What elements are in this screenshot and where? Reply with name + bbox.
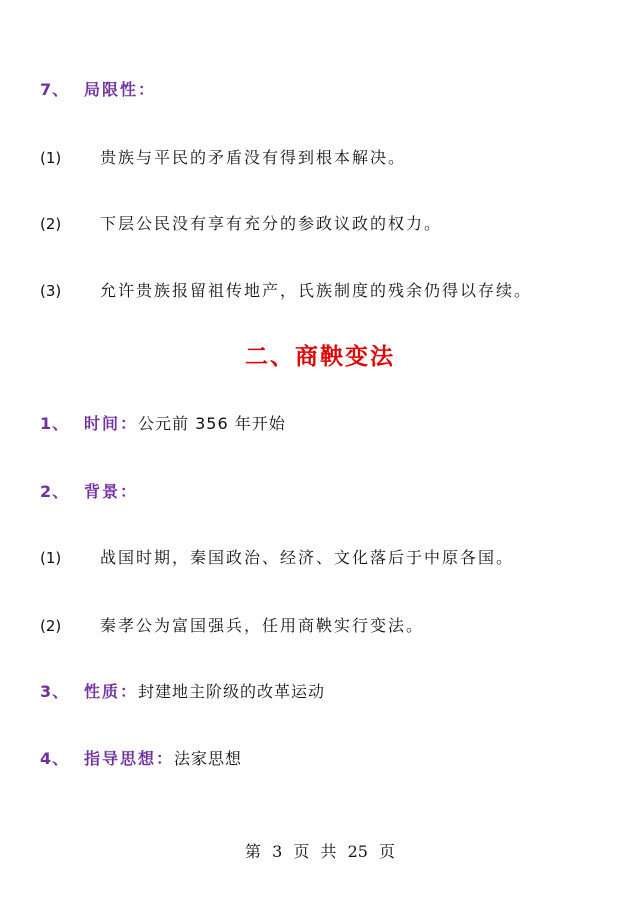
list-item-text: 秦孝公为富国强兵，任用商鞅实行变法。 bbox=[100, 616, 425, 635]
heading-number: 4、 bbox=[40, 749, 70, 768]
heading-label: 局限性： bbox=[84, 80, 157, 99]
heading-value: 法家思想 bbox=[174, 749, 243, 768]
list-item-text: 允许贵族报留祖传地产，氏族制度的残余仍得以存续。 bbox=[100, 281, 533, 300]
footer-middle-2: 共 bbox=[320, 842, 337, 861]
page-footer bbox=[0, 840, 640, 864]
footer-page-number: 3 bbox=[272, 842, 283, 861]
list-item-number: (2) bbox=[40, 215, 62, 233]
heading-label: 背景： bbox=[84, 482, 139, 501]
heading-label: 性质： bbox=[84, 682, 139, 701]
heading-label: 时间： bbox=[84, 414, 139, 433]
list-item-number: (3) bbox=[40, 282, 62, 300]
list-item-text: 贵族与平民的矛盾没有得到根本解决。 bbox=[100, 148, 407, 167]
heading-number: 2、 bbox=[40, 482, 70, 501]
heading-number: 3、 bbox=[40, 682, 70, 701]
heading-label-row bbox=[84, 679, 325, 705]
heading-label-row bbox=[84, 746, 242, 772]
heading-number: 7、 bbox=[40, 80, 70, 99]
list-item-number: (1) bbox=[40, 549, 62, 567]
footer-total-pages: 25 bbox=[347, 842, 368, 861]
heading-value: 封建地主阶级的改革运动 bbox=[138, 682, 326, 701]
list-item-number: (1) bbox=[40, 149, 62, 167]
heading-value: 公元前 356 年开始 bbox=[138, 414, 286, 433]
list-item-text: 战国时期，秦国政治、经济、文化落后于中原各国。 bbox=[100, 548, 515, 567]
footer-middle-1: 页 bbox=[293, 842, 310, 861]
list-item-number: (2) bbox=[40, 617, 62, 635]
heading-label-row bbox=[84, 411, 286, 437]
list-item-text: 下层公民没有享有充分的参政议政的权力。 bbox=[100, 214, 443, 233]
heading-label: 指导思想： bbox=[84, 749, 175, 768]
footer-suffix: 页 bbox=[379, 842, 396, 861]
footer-prefix: 第 bbox=[244, 842, 261, 861]
section-title: 二、商鞅变法 bbox=[245, 344, 395, 370]
heading-number: 1、 bbox=[40, 414, 70, 433]
